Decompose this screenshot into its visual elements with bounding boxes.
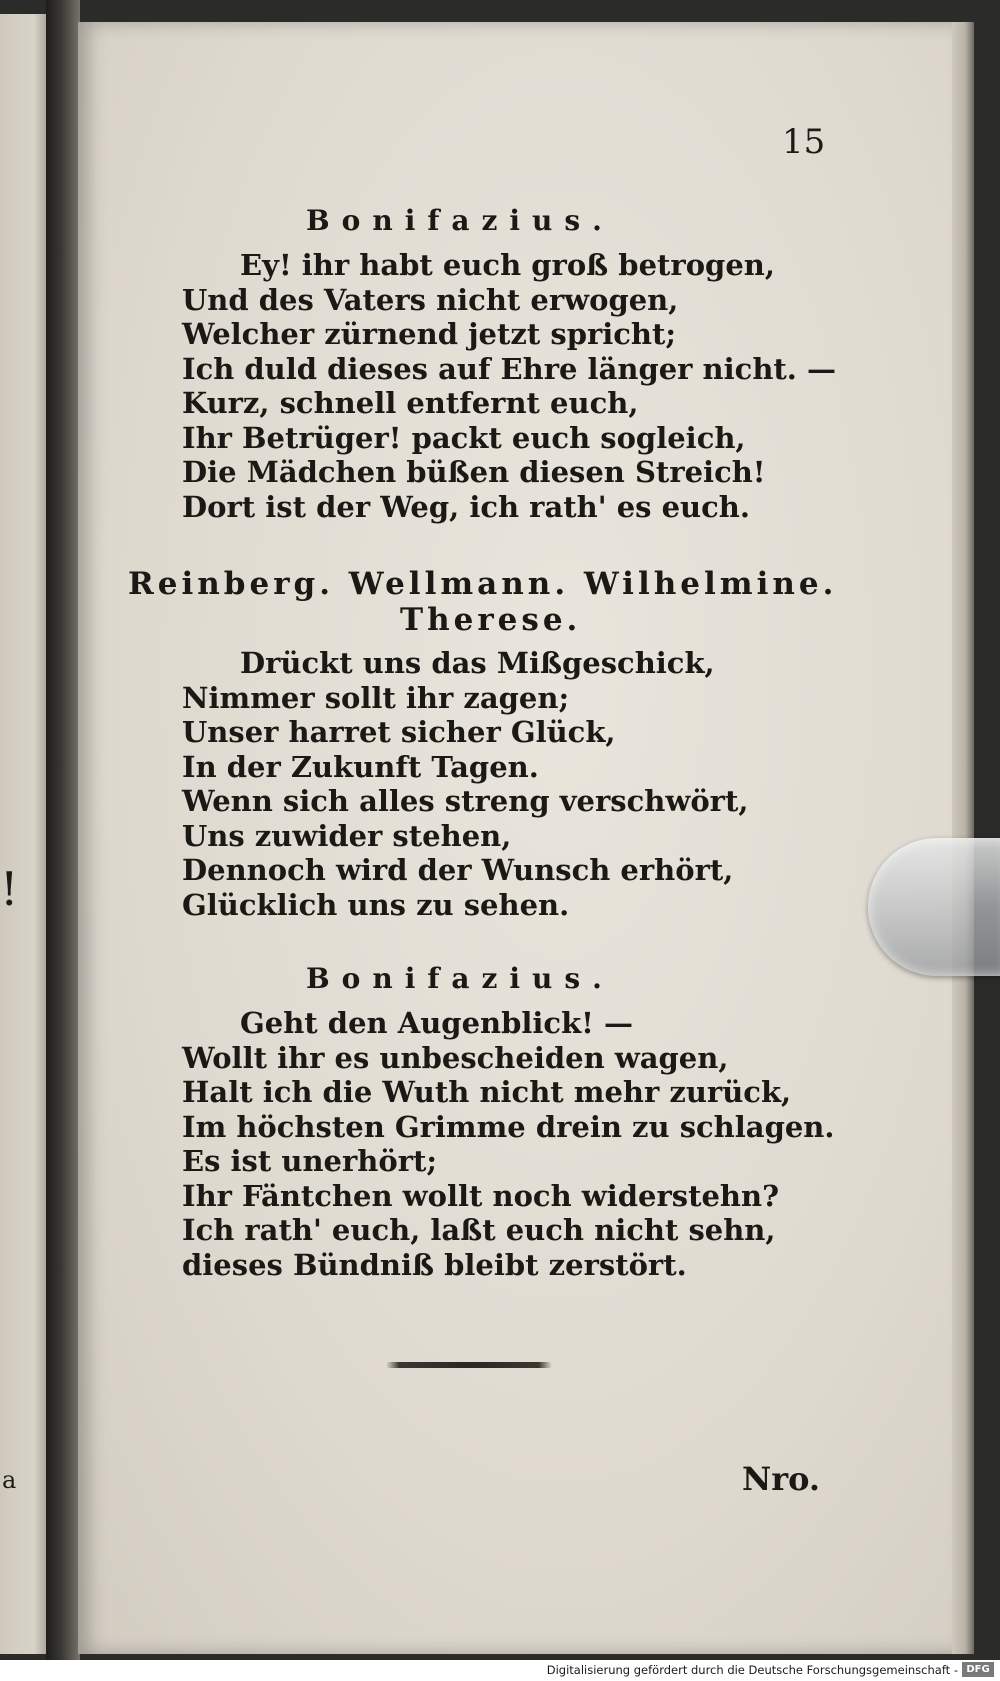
verse-line: Dort ist der Weg, ich rath' es euch. bbox=[182, 489, 750, 524]
speaker-heading: Bonifazius. bbox=[306, 204, 614, 237]
verse-line: Im höchsten Grimme drein zu schlagen. bbox=[182, 1109, 835, 1144]
speaker-heading: Bonifazius. bbox=[306, 962, 614, 995]
verse-line: Wollt ihr es unbescheiden wagen, bbox=[182, 1040, 729, 1075]
verse-line: Nimmer sollt ihr zagen; bbox=[182, 680, 570, 715]
verse-stanza bbox=[182, 646, 748, 922]
verse-line: Ich rath' euch, laßt euch nicht sehn, bbox=[182, 1213, 776, 1247]
page-number: 15 bbox=[782, 122, 826, 162]
dfg-logo: DFG bbox=[962, 1662, 994, 1677]
verse-line: Unser harret sicher Glück, bbox=[182, 715, 616, 749]
verse-stanza bbox=[182, 248, 836, 524]
page-clip bbox=[868, 838, 1000, 976]
left-page-text-fragment: ! bbox=[0, 862, 19, 916]
speaker-heading-continued: Therese. bbox=[400, 602, 582, 638]
verse-line: Und des Vaters nicht erwogen, bbox=[182, 282, 679, 317]
verse-line: dieses Bündniß bleibt zerstört. bbox=[182, 1247, 687, 1282]
verse-line: Ihr Fäntchen wollt noch widerstehn? bbox=[182, 1178, 780, 1213]
verse-line: Halt ich die Wuth nicht mehr zurück, bbox=[182, 1075, 792, 1109]
verse-line: Uns zuwider stehen, bbox=[182, 818, 512, 853]
book-gutter bbox=[46, 0, 80, 1660]
verse-line: In der Zukunft Tagen. bbox=[182, 749, 539, 784]
verse-line: Geht den Augenblick! — bbox=[240, 1006, 633, 1040]
verse-line: Ihr Betrüger! packt euch sogleich, bbox=[182, 420, 746, 455]
verse-line: Welcher zürnend jetzt spricht; bbox=[182, 317, 677, 351]
verse-line: Es ist unerhört; bbox=[182, 1144, 438, 1178]
verse-line: Drückt uns das Mißgeschick, bbox=[240, 646, 715, 680]
digitization-credit: Digitalisierung gefördert durch die Deutsche Forschungsgemeinschaft - bbox=[546, 1663, 958, 1677]
ornamental-rule bbox=[386, 1362, 552, 1368]
verse-line: Ich duld dieses auf Ehre länger nicht. — bbox=[182, 351, 836, 386]
left-page-text-fragment-low: a bbox=[2, 1466, 17, 1494]
verse-line: Ey! ihr habt euch groß betrogen, bbox=[240, 248, 775, 282]
speaker-heading: Reinberg. Wellmann. Wilhelmine. bbox=[128, 566, 838, 602]
verse-line: Dennoch wird der Wunsch erhört, bbox=[182, 853, 734, 887]
verse-line: Die Mädchen büßen diesen Streich! bbox=[182, 455, 766, 489]
verse-line: Glücklich uns zu sehen. bbox=[182, 887, 570, 922]
verse-stanza bbox=[182, 1006, 835, 1282]
verse-line: Wenn sich alles streng verschwört, bbox=[182, 784, 749, 818]
catchword: Nro. bbox=[742, 1460, 821, 1498]
verse-line: Kurz, schnell entfernt euch, bbox=[182, 386, 639, 420]
